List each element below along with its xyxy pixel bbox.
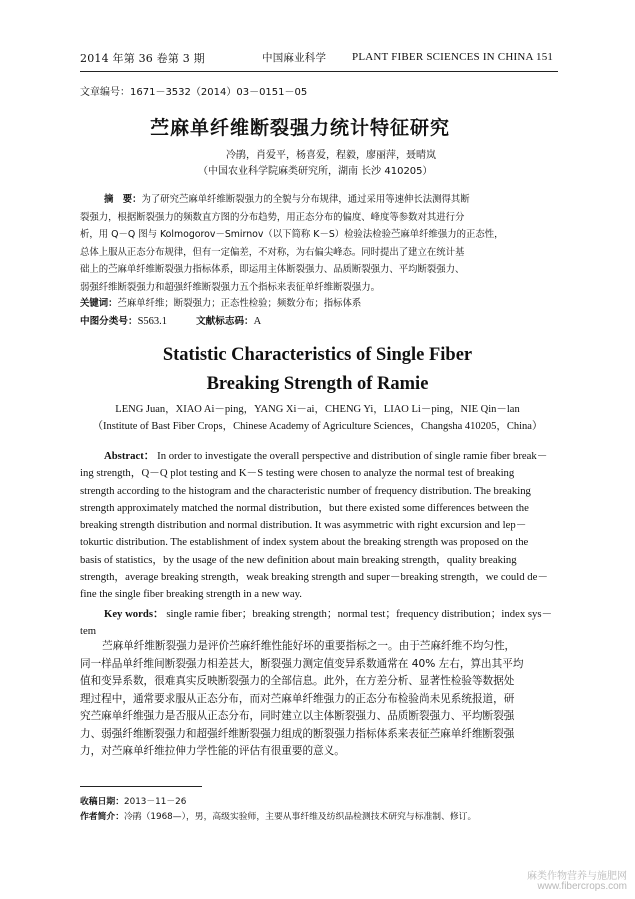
abstract-en-line: fine the single fiber breaking strength in a new way.	[80, 588, 302, 601]
clc-line	[80, 313, 261, 327]
abstract-en-line: ing strength，Q－Q plot testing and K－S testing were chosen to analyze the normal test of breaking	[80, 467, 515, 480]
journal-name-cn: 中国麻业科学	[262, 52, 327, 64]
body-line: 究苎麻单纤维强力是否服从正态分布，同时建立以主体断裂强力、品质断裂强力、平均断裂强	[80, 710, 515, 722]
abstract-cn	[80, 191, 558, 296]
abstract-cn-line: 总体上服从正态分布规律，但有一定偏差，不对称，为右偏尖峰态。同时提出了建立在统计基	[80, 246, 465, 258]
body-line: 力、弱强纤维断裂强力和超强纤维断裂强力组成的断裂强力指标体系来表征苎麻单纤维断裂强	[80, 727, 515, 740]
footnote-rule	[80, 786, 202, 787]
abstract-cn-line: 础上的苎麻单纤维断裂强力指标体系，即运用主体断裂强力、品质断裂强力、平均断裂强力、	[80, 264, 465, 275]
authors-cn: 冷鹃，肖爱平，杨喜爱，程毅，廖丽萍，聂晴岚	[226, 150, 436, 161]
keywords-cn-label: 关键词：	[80, 298, 118, 309]
watermark-line1: 麻类作物营养与施肥网	[527, 871, 627, 882]
watermark-line2: www.fibercrops.com	[537, 881, 627, 892]
abstract-en-line: strength，average breaking strength，weak breaking strength and super－breaking strength，we could de－	[80, 571, 549, 584]
affiliation-en: （Institute of Bast Fiber Crops，Chinese Academy of Agriculture Sciences，Changsha 410205，China）	[92, 421, 543, 432]
footnote-author	[80, 809, 476, 822]
article-number: 文章编号：1671－3532（2014）03－0151－05	[80, 87, 308, 98]
abstract-en-line: strength approximately matched the normal distribution，but there existed some differences between the	[80, 501, 529, 514]
keywords-en-text-cont: tem	[80, 624, 97, 637]
abstract-cn-line: 析，用 Q－Q 图与 Kolmogorov－Smirnov（以下简称 K－S）检验法检验苎麻单纤维强力的正态性，	[80, 229, 504, 240]
body-paragraph	[80, 638, 558, 761]
abstract-en-line: strength according to the histogram and the characteristic number of frequency distribution. The breaking	[80, 484, 531, 497]
abstract-cn-line: 裂强力，根据断裂强力的频数直方图的分布趋势，用正态分布的偏度、峰度等参数对其进行分	[80, 211, 465, 223]
title-en-line1: Statistic Characteristics of Single Fiber	[162, 345, 473, 365]
clc-label: 中图分类号：	[80, 316, 138, 327]
title-en-line2: Breaking Strength of Ramie	[206, 374, 429, 394]
abstract-en-line: In order to investigate the overall perspective and distribution of single ramie fiber break－	[157, 450, 548, 462]
body-line: 苎麻单纤维断裂强力是评价苎麻纤维性能好坏的重要指标之一。由于苎麻纤维不均匀性，	[102, 640, 516, 652]
abstract-en-line: basis of statistics，by the usage of the new definition about main breaking strength，quality breaking	[80, 553, 517, 566]
doc-code-label: 文献标志码：	[196, 316, 254, 327]
author-intro: 冷鹃（1968—），男，高级实验师，主要从事纤维及纺织品检测技术研究与标准制、修订。	[124, 812, 477, 822]
keywords-en-label: Key words：	[104, 607, 164, 620]
body-line: 值和变异系数，很难真实反映断裂强力的全部信息。此外，在方差分析、显著性检验等数据处	[80, 675, 515, 687]
abstract-en-line: breaking strength distribution and normal distribution. It was asymmetric with right excursion and lep－	[80, 519, 527, 532]
received-label: 收稿日期：	[80, 797, 124, 807]
abstract-en-label: Abstract：	[104, 450, 155, 462]
keywords-en-text: single ramie fiber；breaking strength；normal test；frequency distribution；index sys－	[166, 607, 553, 620]
doc-code-value: A	[253, 316, 262, 327]
abstract-en-line: tokurtic distribution. The establishment of index system about the breaking strength was proposed on the	[80, 536, 529, 549]
abstract-cn-line: 为了研究苎麻单纤维断裂强力的全貌与分布规律，通过采用等速伸长法测得其断	[141, 194, 470, 205]
body-line: 力，对苎麻单纤维拉伸力学性能的评估有很重要的意义。	[80, 745, 345, 757]
abstract-cn-label: 摘 要：	[104, 194, 142, 205]
journal-name-en: PLANT FIBER SCIENCES IN CHINA	[352, 51, 534, 63]
received-date: 2013－11－26	[124, 797, 187, 807]
author-intro-label: 作者简介：	[80, 812, 124, 822]
abstract-en	[80, 448, 558, 640]
clc-value: S563.1	[137, 316, 168, 327]
page-number: 151	[536, 51, 554, 63]
abstract-cn-line: 弱强纤维断裂强力和超强纤维断裂强力五个指标来表征单纤维断裂强力。	[80, 281, 381, 293]
keywords-cn-text: 苎麻单纤维；断裂强力；正态性检验；频数分布；指标体系	[117, 298, 362, 309]
title-cn: 苎麻单纤维断裂强力统计特征研究	[150, 117, 451, 139]
body-line: 理过程中，通常要求服从正态分布，而对苎麻单纤维强力的正态分布检验尚未见系统报道，研	[80, 692, 515, 705]
journal-issue: 2014 年第 36 卷第 3 期	[80, 52, 205, 65]
authors-en: LENG Juan，XIAO Ai－ping，YANG Xi－ai，CHENG Yi，LIAO Li－ping，NIE Qin－lan	[115, 404, 520, 415]
body-line: 同一样品单纤维间断裂强力相差甚大，断裂强力测定值变异系数通常在 40% 左右，算出其平均	[80, 657, 524, 670]
affiliation-cn: （中国农业科学院麻类研究所，湖南 长沙 410205）	[198, 166, 433, 177]
footnote-received	[80, 794, 186, 807]
keywords-cn	[80, 295, 361, 309]
header-rule	[80, 71, 558, 72]
